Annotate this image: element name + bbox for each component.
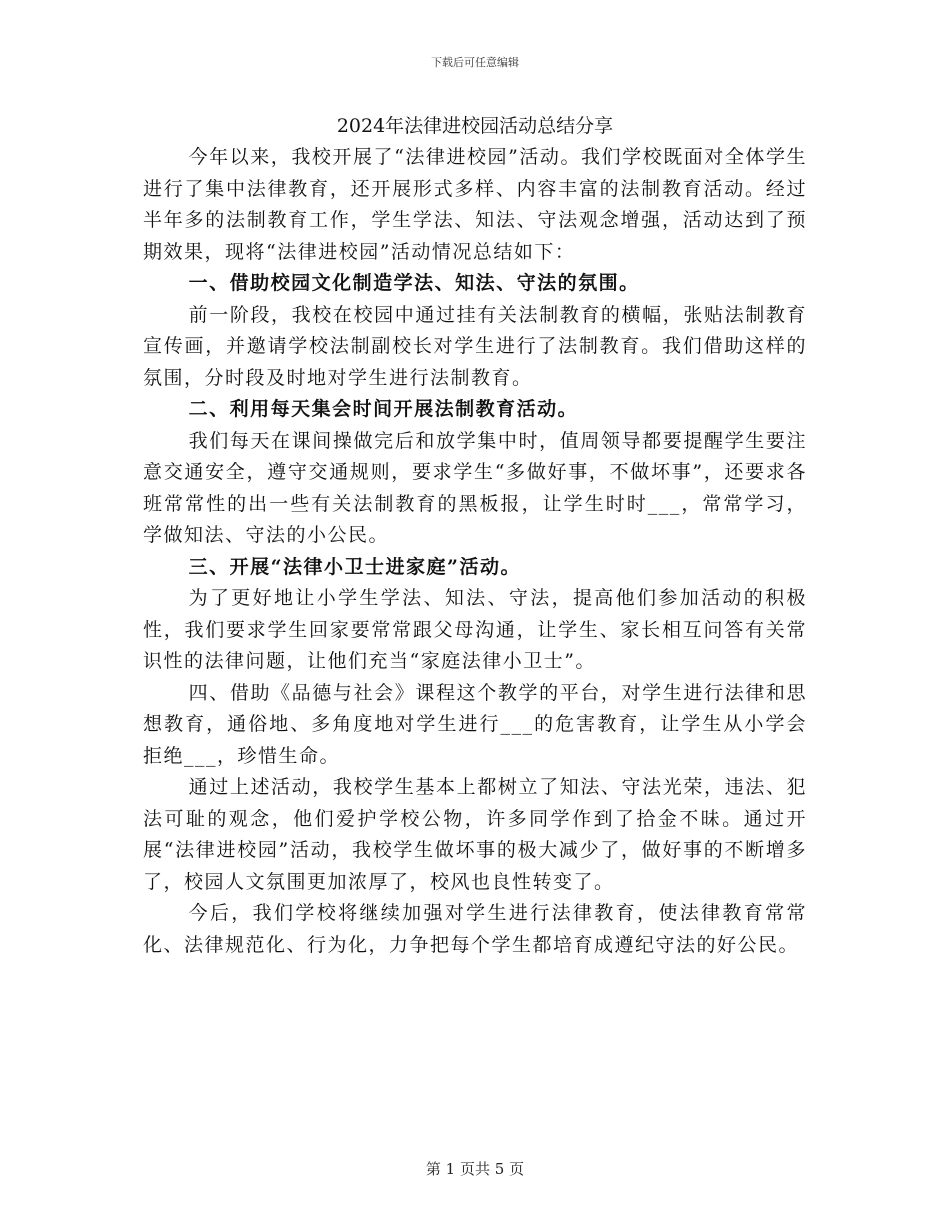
- section-heading-2: 二、利用每天集会时间开展法制教育活动。: [188, 398, 579, 420]
- document-body: [143, 110, 807, 961]
- page-number-footer: 第 1 页共 5 页: [425, 1160, 525, 1178]
- header-note: 下载后可任意编辑: [431, 56, 519, 69]
- section-4-paragraph: 四、借助《品德与社会》课程这个教学的平台，对学生进行法律和思想教育，通俗地、多角度地对学生进行___的危害教育，让学生从小学会拒绝___，珍惜生命。: [143, 681, 807, 767]
- section-3-paragraph: 为了更好地让小学生学法、知法、守法，提高他们参加活动的积极性，我们要求学生回家要常常跟父母沟通，让学生、家长相互问答有关常识性的法律问题，让他们充当“家庭法律小卫士”。: [143, 587, 807, 672]
- section-1-paragraph: 前一阶段，我校在校园中通过挂有关法制教育的横幅，张贴法制教育宣传画，并邀请学校法制副校长对学生进行了法制教育。我们借助这样的氛围，分时段及时地对学生进行法制教育。: [143, 303, 807, 389]
- intro-paragraph: 今年以来，我校开展了“法律进校园”活动。我们学校既面对全体学生进行了集中法律教育，还开展形式多样、内容丰富的法制教育活动。经过半年多的法制教育工作，学生学法、知法、守法观念增强，活动达到了预期效果，现将“法律进校园”活动情况总结如下：: [143, 146, 807, 263]
- section-heading-3: 三、开展“法律小卫士进家庭”活动。: [188, 555, 521, 578]
- document-title: 2024年法律进校园活动总结分享: [336, 115, 614, 137]
- summary-paragraph: 通过上述活动，我校学生基本上都树立了知法、守法光荣，违法、犯法可耻的观念，他们爱护学校公物，许多同学作到了拾金不昧。通过开展“法律进校园”活动，我校学生做坏事的极大减少了，做好事的不断增多了，校园人文氛围更加浓厚了，校风也良性转变了。: [143, 776, 807, 893]
- section-heading-1: 一、借助校园文化制造学法、知法、守法的氛围。: [188, 272, 640, 294]
- closing-paragraph: 今后，我们学校将继续加强对学生进行法律教育，使法律教育常常化、法律规范化、行为化，力争把每个学生都培育成遵纪守法的好公民。: [143, 902, 807, 956]
- section-2-paragraph: 我们每天在课间操做完后和放学集中时，值周领导都要提醒学生要注意交通安全，遵守交通规则，要求学生“多做好事，不做坏事”，还要求各班常常性的出一些有关法制教育的黑板报，让学生时时___，常常学习，学做知法、守法的小公民。: [143, 429, 807, 546]
